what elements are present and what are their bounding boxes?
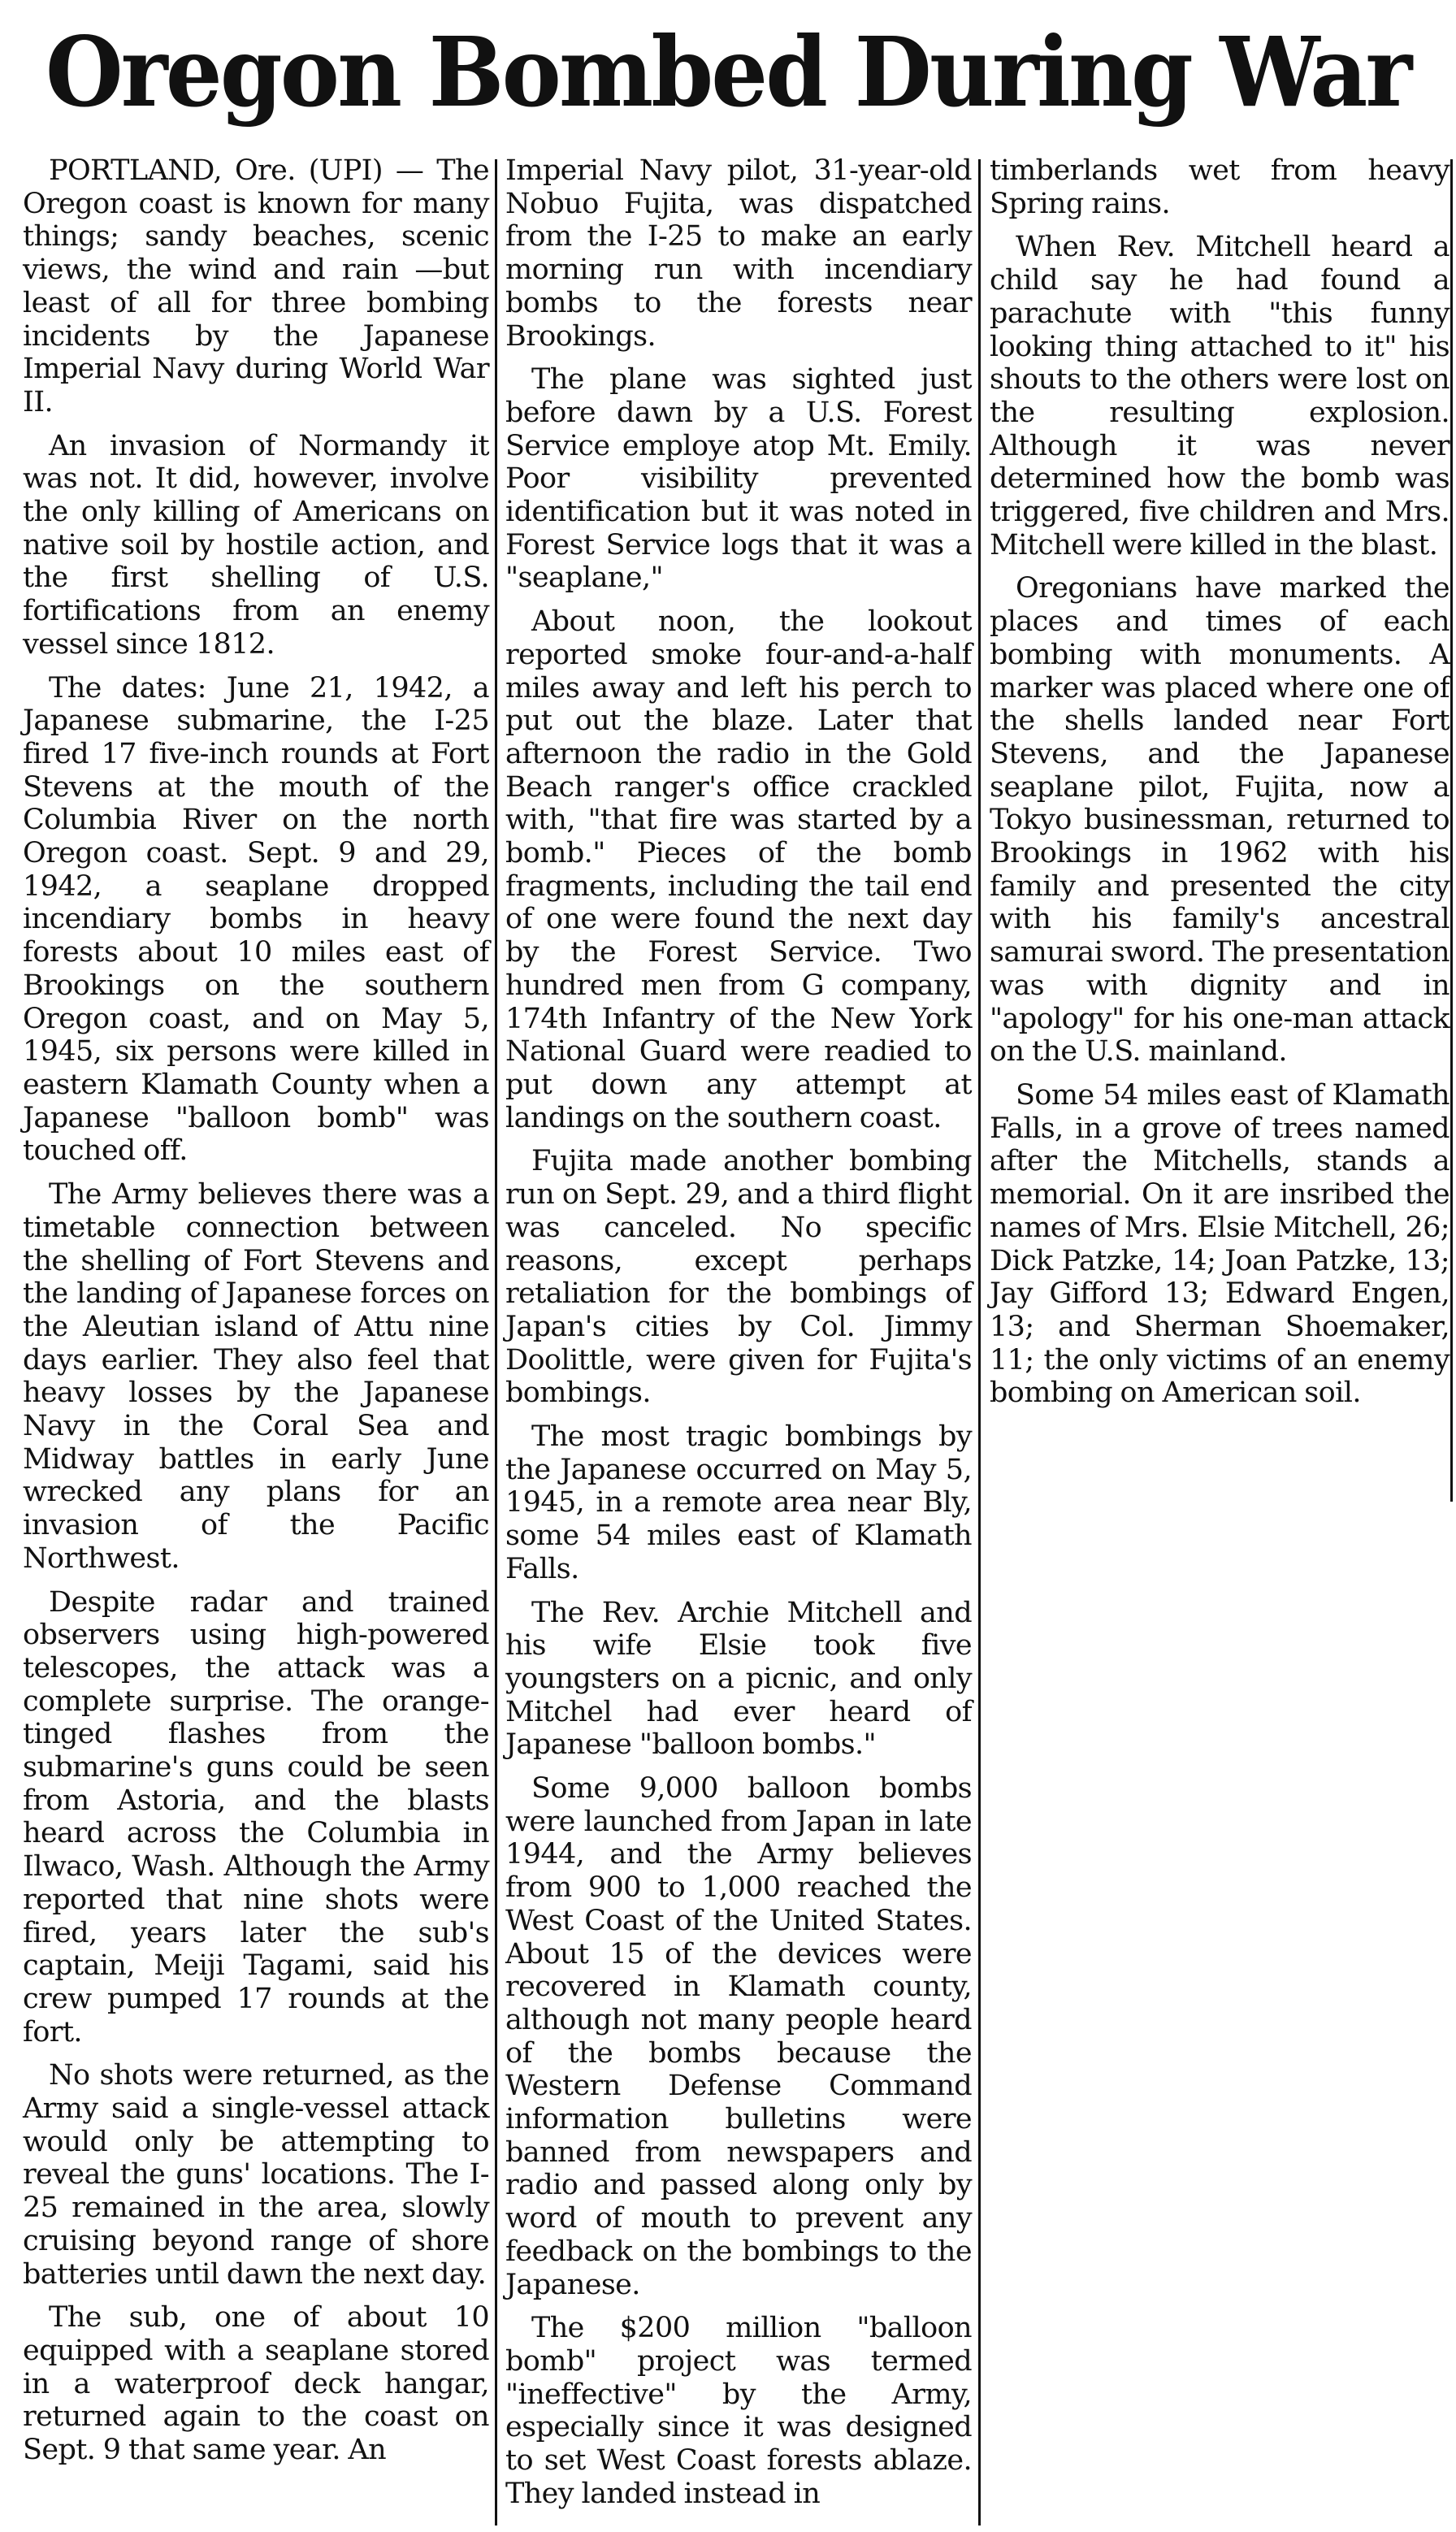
- paragraph: No shots were returned, as the Army said a single-vessel attack would only be attempting to reveal the guns' locations. The I-25 remained in the area, slowly cruising beyond range of shore batteries until dawn the next day.: [23, 2059, 489, 2291]
- paragraph: Despite radar and trained observers using high-powered telescopes, the attack was a complete surprise. The orange-tinged flashes from the submarine's guns could be seen from Astoria, and the blasts heard across the Columbia in Ilwaco, Wash. Although the Army reported that nine shots were fired, years later the sub's captain, Meiji Tagami, said his crew pumped 17 rounds at the fort.: [23, 1585, 489, 2049]
- column-rule: [495, 159, 497, 2525]
- paragraph: Oregonians have marked the places and times of each bombing with monuments. A marker was placed where one of the shells landed near Fort Stevens, and the Japanese seaplane pilot, Fujita, now a Tokyo businessman, returned to Brookings in 1962 with his family and presented the city with his family's ancestral samurai sword. The presentation was with dignity and in "apology" for his one-man attack on the U.S. mainland.: [990, 572, 1450, 1069]
- headline: Oregon Bombed During War: [46, 15, 1410, 128]
- paragraph: The Army believes there was a timetable connection between the shelling of Fort Stevens and the landing of Japanese forces on the Aleutian island of Attu nine days earlier. They also feel that heavy losses by the Japanese Navy in the Coral Sea and Midway battles in early June wrecked any plans for an invasion of the Pacific Northwest.: [23, 1178, 489, 1575]
- paragraph: The Rev. Archie Mitchell and his wife Elsie took five youngsters on a picnic, and only Mitchel had ever heard of Japanese "balloon bombs.": [505, 1596, 972, 1762]
- paragraph: The sub, one of about 10 equipped with a seaplane stored in a waterproof deck hangar, returned again to the coast on Sept. 9 that same year. An: [23, 2301, 489, 2467]
- paragraph: The plane was sighted just before dawn by a U.S. Forest Service employe atop Mt. Emily. Poor visibility prevented identification but it was noted in Forest Service logs that it was a "seaplane,": [505, 363, 972, 595]
- paragraph-continued: timberlands wet from heavy Spring rains.: [990, 154, 1450, 220]
- paragraph: Some 9,000 balloon bombs were launched from Japan in late 1944, and the Army believes from 900 to 1,000 reached the West Coast of the United States. About 15 of the devices were recovered in Klamath county, although not many people heard of the bombs because the Western Defense Command information bulletins were banned from newspapers and radio and passed along only by word of mouth to prevent any feedback on the bombings to the Japanese.: [505, 1772, 972, 2301]
- paragraph: The $200 million "balloon bomb" project was termed "ineffective" by the Army, especially since it was designed to set West Coast forests ablaze. They landed instead in: [505, 2312, 972, 2510]
- paragraph: Fujita made another bombing run on Sept. 29, and a third flight was canceled. No specific reasons, except perhaps retaliation for the bombings of Japan's cities by Col. Jimmy Doolittle, were given for Fujita's bombings.: [505, 1145, 972, 1410]
- paragraph-dateline: PORTLAND, Ore. (UPI) — The Oregon coast is known for many things; sandy beaches, scenic views, the wind and rain —but least of all for three bombing incidents by the Japanese Imperial Navy during World War II.: [23, 154, 489, 418]
- column-rule: [1450, 159, 1453, 1502]
- paragraph: Some 54 miles east of Klamath Falls, in a grove of trees named after the Mitchells, stands a memorial. On it are insribed the names of Mrs. Elsie Mitchell, 26; Dick Patzke, 14; Joan Patzke, 13; Jay Gifford 13; Edward Engen, 13; and Sherman Shoemaker, 11; the only victims of an enemy bombing on American soil.: [990, 1078, 1450, 1410]
- article-column-1: [23, 154, 489, 2478]
- article-column-2: [505, 154, 972, 2521]
- paragraph: An invasion of Normandy it was not. It did, however, involve the only killing of Americans on native soil by hostile action, and the first shelling of U.S. fortifications from an enemy vessel since 1812.: [23, 429, 489, 661]
- paragraph-continued: Imperial Navy pilot, 31-year-old Nobuo Fujita, was dispatched from the I-25 to make an early morning run with incendiary bombs to the forests near Brookings.: [505, 154, 972, 353]
- column-rule: [978, 159, 981, 2525]
- paragraph: The most tragic bombings by the Japanese occurred on May 5, 1945, in a remote area near Bly, some 54 miles east of Klamath Falls.: [505, 1420, 972, 1585]
- article-column-3: [990, 154, 1450, 1420]
- paragraph: The dates: June 21, 1942, a Japanese submarine, the I-25 fired 17 five-inch rounds at Fort Stevens at the mouth of the Columbia River on the north Oregon coast. Sept. 9 and 29, 1942, a seaplane dropped incendiary bombs in heavy forests about 10 miles east of Brookings on the southern Oregon coast, and on May 5, 1945, six persons were killed in eastern Klamath County when a Japanese "balloon bomb" was touched off.: [23, 671, 489, 1168]
- paragraph: When Rev. Mitchell heard a child say he had found a parachute with "this funny looking thing attached to it" his shouts to the others were lost on the resulting explosion. Although it was never determined how the bomb was triggered, five children and Mrs. Mitchell were killed in the blast.: [990, 231, 1450, 561]
- paragraph: About noon, the lookout reported smoke four-and-a-half miles away and left his perch to put out the blaze. Later that afternoon the radio in the Gold Beach ranger's office crackled with, "that fire was started by a bomb." Pieces of the bomb fragments, including the tail end of one were found the next day by the Forest Service. Two hundred men from G company, 174th Infantry of the New York National Guard were readied to put down any attempt at landings on the southern coast.: [505, 605, 972, 1134]
